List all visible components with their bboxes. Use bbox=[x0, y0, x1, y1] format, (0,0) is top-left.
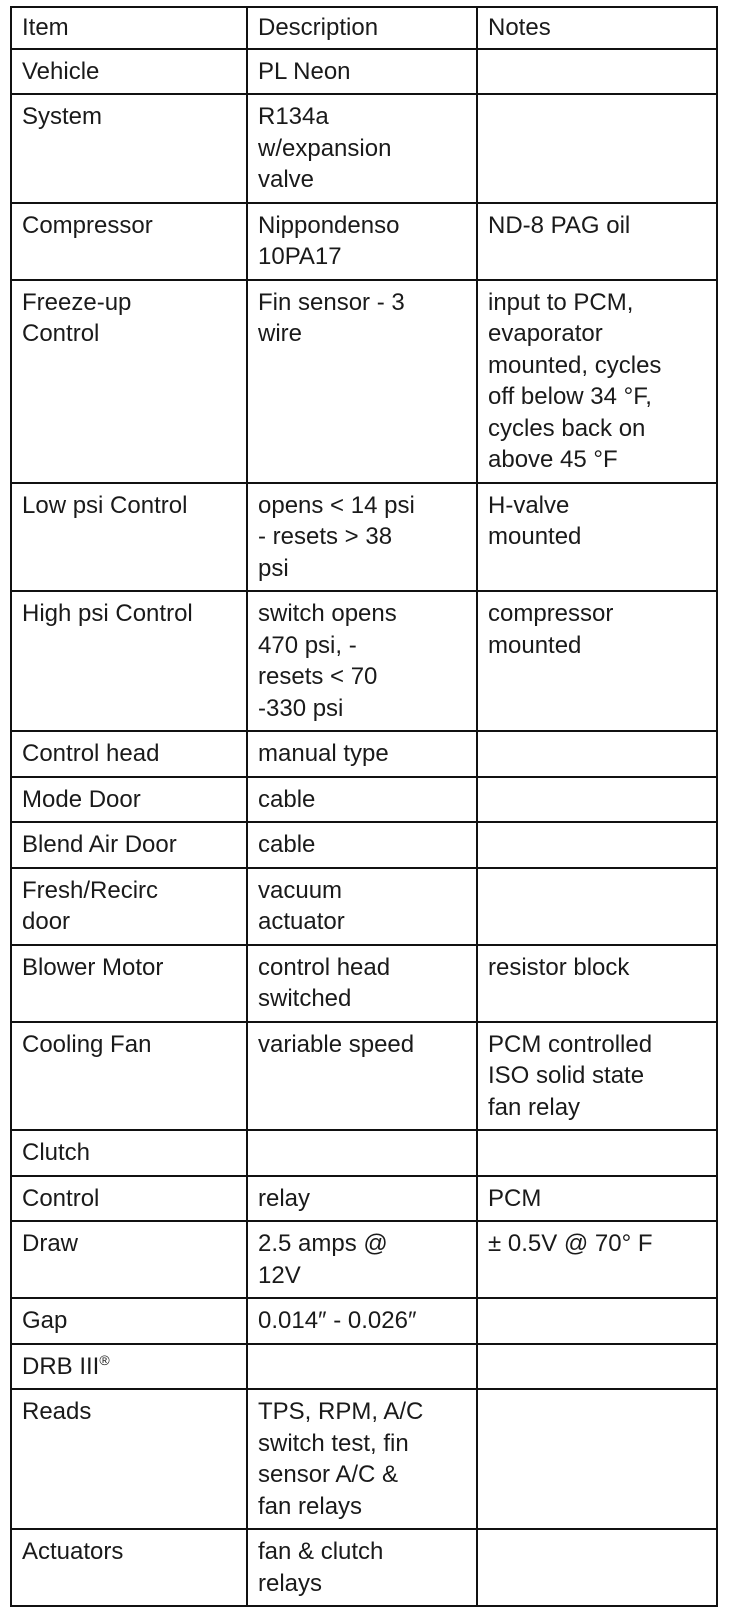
notes-cell bbox=[477, 94, 717, 203]
notes-cell bbox=[477, 203, 717, 280]
column-header-notes: Notes bbox=[477, 7, 717, 49]
table-row bbox=[11, 203, 717, 280]
description-cell bbox=[247, 49, 477, 95]
table-row bbox=[11, 591, 717, 731]
description-cell bbox=[247, 1022, 477, 1131]
description-cell bbox=[247, 483, 477, 592]
item-cell bbox=[11, 777, 247, 823]
notes-cell bbox=[477, 868, 717, 945]
item-cell bbox=[11, 483, 247, 592]
item-cell-text: High psi Control bbox=[22, 600, 193, 627]
notes-cell bbox=[477, 1176, 717, 1222]
description-cell-text: R134a w/expansion valve bbox=[258, 103, 392, 193]
item-cell-text: System bbox=[22, 103, 103, 130]
notes-cell bbox=[477, 1130, 717, 1176]
table-row bbox=[11, 1389, 717, 1529]
notes-cell bbox=[477, 731, 717, 777]
item-cell bbox=[11, 822, 247, 868]
description-cell bbox=[247, 1176, 477, 1222]
description-cell-text: TPS, RPM, A/C switch test, fin sensor A/C & fan relays bbox=[258, 1398, 424, 1520]
notes-cell bbox=[477, 822, 717, 868]
item-cell bbox=[11, 591, 247, 731]
description-cell bbox=[247, 1389, 477, 1529]
item-cell bbox=[11, 94, 247, 203]
description-cell bbox=[247, 731, 477, 777]
item-cell-text: Draw bbox=[22, 1230, 79, 1257]
description-cell bbox=[247, 777, 477, 823]
description-cell bbox=[247, 1298, 477, 1344]
item-cell bbox=[11, 945, 247, 1022]
item-cell bbox=[11, 1529, 247, 1606]
table-row bbox=[11, 945, 717, 1022]
description-cell bbox=[247, 1529, 477, 1606]
item-cell-text: Cooling Fan bbox=[22, 1030, 152, 1058]
table-row bbox=[11, 280, 717, 483]
table-row bbox=[11, 1298, 717, 1344]
notes-cell-text: ± 0.5V @ 70° F bbox=[488, 1230, 653, 1257]
notes-cell bbox=[477, 483, 717, 592]
item-cell-text: Vehicle bbox=[22, 57, 100, 85]
notes-cell bbox=[477, 1298, 717, 1344]
table-row bbox=[11, 1529, 717, 1606]
description-cell-text: variable speed bbox=[258, 1030, 415, 1058]
column-header-description: Description bbox=[247, 7, 477, 49]
notes-cell bbox=[477, 1022, 717, 1131]
table-row bbox=[11, 1022, 717, 1131]
table-body bbox=[11, 49, 717, 1607]
notes-cell bbox=[477, 1221, 717, 1298]
item-cell-text: DRB III bbox=[22, 1352, 100, 1380]
table-row bbox=[11, 731, 717, 777]
item-cell bbox=[11, 1130, 247, 1176]
description-cell-text: 2.5 amps @ 12V bbox=[258, 1230, 388, 1289]
description-cell bbox=[247, 868, 477, 945]
item-cell bbox=[11, 1022, 247, 1131]
item-cell bbox=[11, 868, 247, 945]
item-cell bbox=[11, 1176, 247, 1222]
description-cell bbox=[247, 1130, 477, 1176]
description-cell-text: vacuum actuator bbox=[258, 876, 345, 935]
item-cell bbox=[11, 1221, 247, 1298]
item-cell-text: Control bbox=[22, 1184, 100, 1212]
notes-cell-text: PCM bbox=[488, 1184, 542, 1212]
item-cell-text: Low psi Control bbox=[22, 491, 188, 519]
table-row bbox=[11, 483, 717, 592]
description-cell-text: 0.014″ - 0.026″ bbox=[258, 1307, 417, 1334]
description-cell bbox=[247, 280, 477, 483]
notes-cell bbox=[477, 280, 717, 483]
notes-cell-text: input to PCM, evaporator mounted, cycles off below 34 °F, cycles back on above 45 °F bbox=[488, 288, 662, 473]
notes-cell bbox=[477, 49, 717, 95]
description-cell bbox=[247, 94, 477, 203]
table-row bbox=[11, 1130, 717, 1176]
notes-cell bbox=[477, 591, 717, 731]
item-cell-text: Blower Motor bbox=[22, 953, 164, 981]
table-row bbox=[11, 822, 717, 868]
item-cell-text: Actuators bbox=[22, 1538, 124, 1565]
description-cell-text: switch opens 470 psi, - resets < 70 -330 psi bbox=[258, 600, 397, 722]
table-row bbox=[11, 1176, 717, 1222]
item-cell-text: Control head bbox=[22, 740, 160, 767]
description-cell-text: PL Neon bbox=[258, 57, 351, 85]
description-cell-text: fan & clutch relays bbox=[258, 1538, 384, 1597]
description-cell-text: cable bbox=[258, 831, 316, 858]
notes-cell-text: compressor mounted bbox=[488, 600, 614, 659]
notes-cell-text: H-valve mounted bbox=[488, 491, 582, 550]
header-row bbox=[11, 7, 717, 49]
description-cell bbox=[247, 1344, 477, 1390]
table-row bbox=[11, 777, 717, 823]
description-cell-text: manual type bbox=[258, 740, 389, 767]
item-cell bbox=[11, 1344, 247, 1390]
item-cell bbox=[11, 1389, 247, 1529]
description-cell bbox=[247, 203, 477, 280]
notes-cell bbox=[477, 777, 717, 823]
notes-cell-text: PCM controlled ISO solid state fan relay bbox=[488, 1030, 653, 1121]
item-cell bbox=[11, 280, 247, 483]
description-cell-text: Nippondenso 10PA17 bbox=[258, 211, 400, 270]
registered-mark: ® bbox=[99, 1351, 110, 1368]
description-cell-text: opens < 14 psi - resets > 38 psi bbox=[258, 491, 415, 582]
item-cell-text: Reads bbox=[22, 1398, 92, 1425]
description-cell bbox=[247, 1221, 477, 1298]
item-cell bbox=[11, 203, 247, 280]
description-cell-text: control head switched bbox=[258, 953, 391, 1012]
item-cell bbox=[11, 49, 247, 95]
item-cell-text: Mode Door bbox=[22, 785, 141, 813]
item-cell-text: Compressor bbox=[22, 211, 153, 239]
table-header bbox=[11, 7, 717, 49]
description-cell-text: cable bbox=[258, 785, 316, 813]
notes-cell bbox=[477, 1529, 717, 1606]
table-row bbox=[11, 49, 717, 95]
notes-cell bbox=[477, 1389, 717, 1529]
item-cell-text: Blend Air Door bbox=[22, 831, 177, 858]
description-cell-text: Fin sensor - 3 wire bbox=[258, 288, 405, 347]
item-cell-text: Clutch bbox=[22, 1139, 91, 1166]
table-row bbox=[11, 94, 717, 203]
specifications-table bbox=[10, 6, 718, 1607]
description-cell-text: relay bbox=[258, 1184, 311, 1212]
description-cell bbox=[247, 822, 477, 868]
notes-cell-text: ND-8 PAG oil bbox=[488, 211, 631, 239]
notes-cell bbox=[477, 945, 717, 1022]
item-cell-text: Freeze-up Control bbox=[22, 288, 132, 347]
item-cell-text: Gap bbox=[22, 1307, 68, 1334]
item-cell-text: Fresh/Recirc door bbox=[22, 876, 159, 935]
notes-cell-text: resistor block bbox=[488, 953, 630, 981]
item-cell bbox=[11, 1298, 247, 1344]
description-cell bbox=[247, 945, 477, 1022]
notes-cell bbox=[477, 1344, 717, 1390]
table-row bbox=[11, 1344, 717, 1390]
item-cell bbox=[11, 731, 247, 777]
table-row bbox=[11, 868, 717, 945]
column-header-item: Item bbox=[11, 7, 247, 49]
description-cell bbox=[247, 591, 477, 731]
table-row bbox=[11, 1221, 717, 1298]
